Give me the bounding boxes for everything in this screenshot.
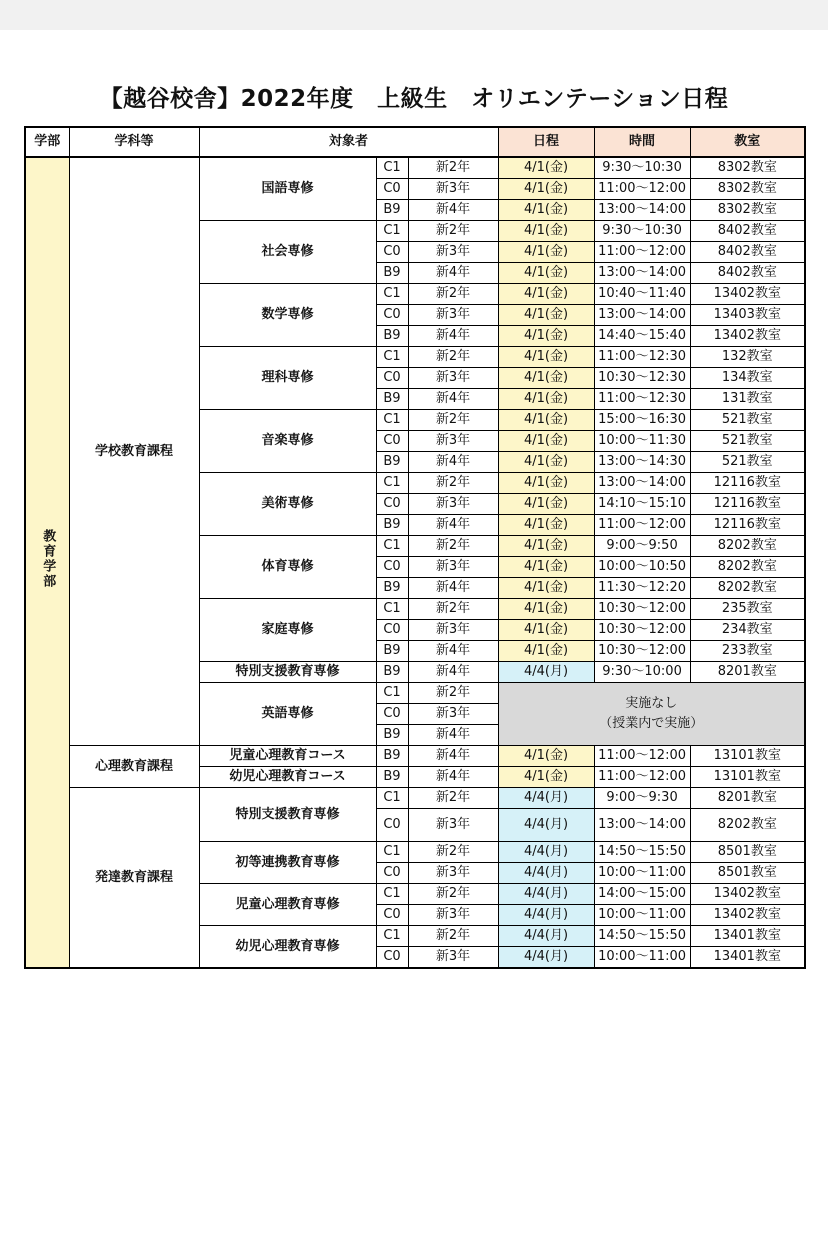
room: 13101教室 — [690, 767, 805, 788]
major-cell: 児童心理教育コース — [199, 746, 376, 767]
date: 4/4(月) — [498, 842, 594, 863]
time: 10:30〜12:00 — [594, 620, 690, 641]
grade: 新3年 — [408, 368, 498, 389]
time: 10:00〜11:30 — [594, 431, 690, 452]
room: 8302教室 — [690, 200, 805, 221]
date: 4/1(金) — [498, 452, 594, 473]
date: 4/1(金) — [498, 578, 594, 599]
date: 4/4(月) — [498, 662, 594, 683]
room: 521教室 — [690, 410, 805, 431]
class-code: B9 — [376, 326, 408, 347]
room: 8201教室 — [690, 788, 805, 809]
major-cell: 理科専修 — [199, 347, 376, 410]
time: 9:30〜10:30 — [594, 221, 690, 242]
room: 13403教室 — [690, 305, 805, 326]
grade: 新4年 — [408, 389, 498, 410]
class-code: C0 — [376, 620, 408, 641]
time: 13:00〜14:00 — [594, 809, 690, 842]
grade: 新3年 — [408, 242, 498, 263]
class-code: C1 — [376, 926, 408, 947]
time: 11:00〜12:00 — [594, 515, 690, 536]
grade: 新3年 — [408, 179, 498, 200]
class-code: C0 — [376, 557, 408, 578]
faculty-cell — [25, 157, 69, 968]
class-code: C1 — [376, 284, 408, 305]
date: 4/1(金) — [498, 473, 594, 494]
header-row — [25, 127, 805, 157]
header-time: 時間 — [594, 127, 690, 157]
grade: 新4年 — [408, 515, 498, 536]
date: 4/1(金) — [498, 515, 594, 536]
room: 12116教室 — [690, 515, 805, 536]
grade: 新3年 — [408, 557, 498, 578]
room: 8402教室 — [690, 263, 805, 284]
class-code: C0 — [376, 494, 408, 515]
table-row — [25, 157, 805, 179]
time: 13:00〜14:30 — [594, 452, 690, 473]
class-code: B9 — [376, 767, 408, 788]
grade: 新4年 — [408, 725, 498, 746]
room: 12116教室 — [690, 473, 805, 494]
room: 13402教室 — [690, 884, 805, 905]
class-code: C0 — [376, 704, 408, 725]
class-code: C0 — [376, 863, 408, 884]
grade: 新2年 — [408, 926, 498, 947]
room: 8202教室 — [690, 578, 805, 599]
time: 9:30〜10:30 — [594, 157, 690, 179]
grade: 新2年 — [408, 221, 498, 242]
class-code: B9 — [376, 641, 408, 662]
grade: 新4年 — [408, 746, 498, 767]
room: 134教室 — [690, 368, 805, 389]
date: 4/4(月) — [498, 926, 594, 947]
class-code: C0 — [376, 242, 408, 263]
class-code: C0 — [376, 947, 408, 969]
room: 8402教室 — [690, 242, 805, 263]
date: 4/1(金) — [498, 620, 594, 641]
date: 4/1(金) — [498, 599, 594, 620]
room: 13402教室 — [690, 905, 805, 926]
room: 521教室 — [690, 452, 805, 473]
grade: 新2年 — [408, 284, 498, 305]
date: 4/4(月) — [498, 788, 594, 809]
room: 233教室 — [690, 641, 805, 662]
grade: 新3年 — [408, 863, 498, 884]
room: 521教室 — [690, 431, 805, 452]
department-cell: 心理教育課程 — [69, 746, 199, 788]
room: 13402教室 — [690, 284, 805, 305]
page-title: 【越谷校舎】2022年度 上級生 オリエンテーション日程 — [99, 86, 729, 112]
class-code: C1 — [376, 157, 408, 179]
date: 4/4(月) — [498, 863, 594, 884]
department-cell: 学校教育課程 — [69, 157, 199, 746]
date: 4/1(金) — [498, 179, 594, 200]
date: 4/1(金) — [498, 305, 594, 326]
time: 14:50〜15:50 — [594, 842, 690, 863]
time: 9:00〜9:50 — [594, 536, 690, 557]
date: 4/4(月) — [498, 905, 594, 926]
class-code: C0 — [376, 179, 408, 200]
date: 4/1(金) — [498, 263, 594, 284]
grade: 新2年 — [408, 410, 498, 431]
grade: 新3年 — [408, 947, 498, 969]
grade: 新4年 — [408, 767, 498, 788]
major-cell: 数学専修 — [199, 284, 376, 347]
grade: 新4年 — [408, 263, 498, 284]
schedule-table — [24, 126, 806, 969]
time: 10:30〜12:00 — [594, 641, 690, 662]
class-code: B9 — [376, 389, 408, 410]
time: 11:00〜12:00 — [594, 767, 690, 788]
time: 9:30〜10:00 — [594, 662, 690, 683]
time: 14:00〜15:00 — [594, 884, 690, 905]
date: 4/1(金) — [498, 200, 594, 221]
date: 4/1(金) — [498, 389, 594, 410]
time: 11:00〜12:30 — [594, 389, 690, 410]
date: 4/1(金) — [498, 221, 594, 242]
class-code: B9 — [376, 452, 408, 473]
grade: 新3年 — [408, 431, 498, 452]
grade: 新4年 — [408, 578, 498, 599]
major-cell: 特別支援教育専修 — [199, 788, 376, 842]
header-department: 学科等 — [69, 127, 199, 157]
class-code: C0 — [376, 905, 408, 926]
grade: 新3年 — [408, 494, 498, 515]
room: 234教室 — [690, 620, 805, 641]
header-target: 対象者 — [199, 127, 498, 157]
grade: 新4年 — [408, 641, 498, 662]
room: 8302教室 — [690, 157, 805, 179]
date: 4/1(金) — [498, 767, 594, 788]
grade: 新4年 — [408, 326, 498, 347]
time: 11:30〜12:20 — [594, 578, 690, 599]
table-row — [25, 788, 805, 809]
time: 14:10〜15:10 — [594, 494, 690, 515]
class-code: C0 — [376, 305, 408, 326]
major-cell: 社会専修 — [199, 221, 376, 284]
time: 13:00〜14:00 — [594, 305, 690, 326]
room: 8501教室 — [690, 863, 805, 884]
date: 4/1(金) — [498, 536, 594, 557]
room: 8501教室 — [690, 842, 805, 863]
major-cell: 国語専修 — [199, 157, 376, 221]
class-code: C0 — [376, 368, 408, 389]
grade: 新2年 — [408, 884, 498, 905]
class-code: C1 — [376, 842, 408, 863]
class-code: C1 — [376, 884, 408, 905]
header-room: 教室 — [690, 127, 805, 157]
grade: 新2年 — [408, 536, 498, 557]
grade: 新3年 — [408, 620, 498, 641]
time: 14:40〜15:40 — [594, 326, 690, 347]
class-code: C1 — [376, 788, 408, 809]
time: 10:30〜12:30 — [594, 368, 690, 389]
date: 4/1(金) — [498, 368, 594, 389]
class-code: C1 — [376, 347, 408, 368]
room: 13402教室 — [690, 326, 805, 347]
grade: 新4年 — [408, 662, 498, 683]
time: 10:00〜11:00 — [594, 947, 690, 969]
date: 4/1(金) — [498, 410, 594, 431]
date: 4/1(金) — [498, 326, 594, 347]
time: 10:40〜11:40 — [594, 284, 690, 305]
time: 14:50〜15:50 — [594, 926, 690, 947]
grade: 新2年 — [408, 842, 498, 863]
grade: 新2年 — [408, 473, 498, 494]
top-bar — [0, 0, 828, 30]
room: 235教室 — [690, 599, 805, 620]
class-code: C1 — [376, 221, 408, 242]
time: 11:00〜12:00 — [594, 179, 690, 200]
time: 15:00〜16:30 — [594, 410, 690, 431]
date: 4/4(月) — [498, 884, 594, 905]
room: 8402教室 — [690, 221, 805, 242]
grade: 新4年 — [408, 452, 498, 473]
date: 4/1(金) — [498, 746, 594, 767]
class-code: C1 — [376, 473, 408, 494]
date: 4/4(月) — [498, 947, 594, 969]
major-cell: 英語専修 — [199, 683, 376, 746]
time: 13:00〜14:00 — [594, 473, 690, 494]
class-code: B9 — [376, 662, 408, 683]
room: 12116教室 — [690, 494, 805, 515]
class-code: B9 — [376, 725, 408, 746]
grade: 新4年 — [408, 200, 498, 221]
major-cell: 音楽専修 — [199, 410, 376, 473]
class-code: C0 — [376, 809, 408, 842]
date: 4/1(金) — [498, 284, 594, 305]
time: 13:00〜14:00 — [594, 263, 690, 284]
class-code: B9 — [376, 515, 408, 536]
grade: 新2年 — [408, 599, 498, 620]
room: 8302教室 — [690, 179, 805, 200]
faculty-label: 教育学部 — [40, 529, 56, 589]
time: 10:30〜12:00 — [594, 599, 690, 620]
department-cell: 発達教育課程 — [69, 788, 199, 969]
time: 11:00〜12:00 — [594, 242, 690, 263]
date: 4/1(金) — [498, 431, 594, 452]
time: 11:00〜12:00 — [594, 746, 690, 767]
grade: 新2年 — [408, 347, 498, 368]
time: 9:00〜9:30 — [594, 788, 690, 809]
time: 10:00〜10:50 — [594, 557, 690, 578]
room: 132教室 — [690, 347, 805, 368]
major-cell: 児童心理教育専修 — [199, 884, 376, 926]
major-cell: 美術専修 — [199, 473, 376, 536]
time: 10:00〜11:00 — [594, 905, 690, 926]
major-cell: 体育専修 — [199, 536, 376, 599]
date: 4/1(金) — [498, 494, 594, 515]
no-session-text: 実施なし （授業内で実施） — [599, 696, 704, 731]
room: 8202教室 — [690, 557, 805, 578]
date: 4/1(金) — [498, 557, 594, 578]
major-cell: 家庭専修 — [199, 599, 376, 662]
header-date: 日程 — [498, 127, 594, 157]
room: 8202教室 — [690, 809, 805, 842]
time: 11:00〜12:30 — [594, 347, 690, 368]
grade: 新3年 — [408, 905, 498, 926]
class-code: B9 — [376, 200, 408, 221]
class-code: C1 — [376, 683, 408, 704]
time: 13:00〜14:00 — [594, 200, 690, 221]
grade: 新2年 — [408, 157, 498, 179]
class-code: C1 — [376, 599, 408, 620]
class-code: B9 — [376, 578, 408, 599]
date: 4/1(金) — [498, 242, 594, 263]
grade: 新3年 — [408, 305, 498, 326]
class-code: C1 — [376, 410, 408, 431]
grade: 新2年 — [408, 683, 498, 704]
class-code: B9 — [376, 746, 408, 767]
room: 131教室 — [690, 389, 805, 410]
room: 13101教室 — [690, 746, 805, 767]
major-cell: 幼児心理教育専修 — [199, 926, 376, 969]
class-code: B9 — [376, 263, 408, 284]
grade: 新3年 — [408, 704, 498, 725]
room: 13401教室 — [690, 947, 805, 969]
no-session-cell — [498, 683, 805, 746]
room: 8201教室 — [690, 662, 805, 683]
date: 4/1(金) — [498, 347, 594, 368]
major-cell: 特別支援教育専修 — [199, 662, 376, 683]
grade: 新2年 — [408, 788, 498, 809]
date: 4/4(月) — [498, 809, 594, 842]
class-code: C1 — [376, 536, 408, 557]
class-code: C0 — [376, 431, 408, 452]
room: 8202教室 — [690, 536, 805, 557]
major-cell: 初等連携教育専修 — [199, 842, 376, 884]
room: 13401教室 — [690, 926, 805, 947]
date: 4/1(金) — [498, 157, 594, 179]
date: 4/1(金) — [498, 641, 594, 662]
header-faculty: 学部 — [25, 127, 69, 157]
grade: 新3年 — [408, 809, 498, 842]
table-row — [25, 746, 805, 767]
major-cell: 幼児心理教育コース — [199, 767, 376, 788]
time: 10:00〜11:00 — [594, 863, 690, 884]
